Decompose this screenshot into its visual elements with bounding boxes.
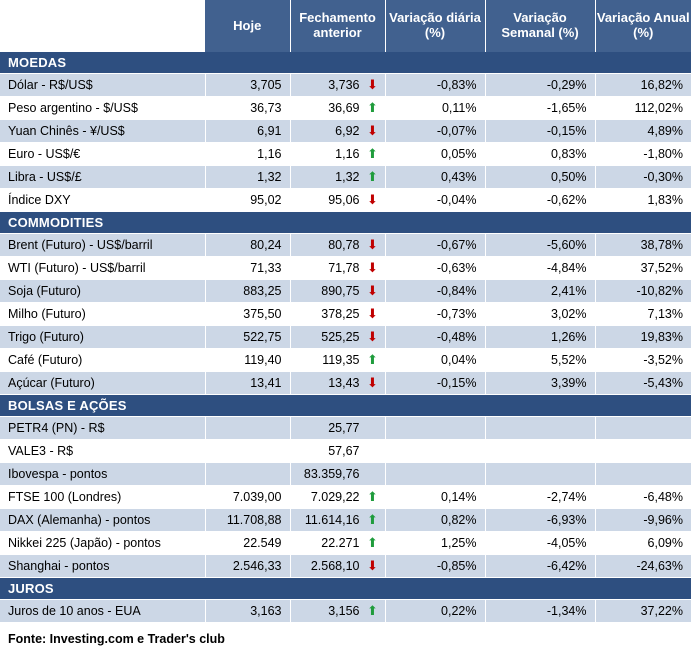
cell-fechamento-anterior-value: 1,16 [335, 147, 359, 161]
cell-variacao-semanal [485, 417, 595, 440]
table-row [0, 349, 691, 372]
cell-hoje: 13,41 [205, 372, 290, 395]
cell-fechamento-anterior [290, 509, 385, 532]
cell-variacao-semanal: -4,84% [485, 257, 595, 280]
cell-fechamento-anterior-value: 525,25 [321, 330, 359, 344]
row-label: Índice DXY [0, 189, 205, 212]
cell-hoje: 22.549 [205, 532, 290, 555]
cell-fechamento-anterior [290, 463, 385, 486]
section-header-row [0, 52, 691, 74]
trend-down-icon: ⬇ [365, 239, 381, 252]
cell-fechamento-anterior [290, 417, 385, 440]
cell-variacao-anual: 4,89% [595, 120, 691, 143]
cell-variacao-anual: 6,09% [595, 532, 691, 555]
cell-variacao-semanal: -4,05% [485, 532, 595, 555]
table-row [0, 417, 691, 440]
cell-fechamento-anterior-value: 36,69 [328, 101, 359, 115]
cell-fechamento-anterior [290, 189, 385, 212]
cell-hoje: 1,16 [205, 143, 290, 166]
column-header-variacao-diaria: Variação diária (%) [385, 0, 485, 52]
cell-fechamento-anterior [290, 280, 385, 303]
column-header-variacao-anual: Variação Anual (%) [595, 0, 691, 52]
cell-variacao-semanal: 1,26% [485, 326, 595, 349]
cell-variacao-anual [595, 463, 691, 486]
table-row [0, 74, 691, 97]
cell-variacao-diaria: 0,43% [385, 166, 485, 189]
cell-fechamento-anterior [290, 555, 385, 578]
cell-variacao-diaria: -0,85% [385, 555, 485, 578]
cell-fechamento-anterior-value: 119,35 [322, 353, 359, 367]
cell-variacao-anual: -3,52% [595, 349, 691, 372]
cell-hoje [205, 440, 290, 463]
cell-variacao-diaria: -0,67% [385, 234, 485, 257]
section-title: BOLSAS E AÇÕES [0, 395, 691, 417]
cell-variacao-diaria: -0,63% [385, 257, 485, 280]
cell-variacao-diaria: 0,05% [385, 143, 485, 166]
trend-down-icon: ⬇ [365, 331, 381, 344]
table-row [0, 463, 691, 486]
table-row [0, 166, 691, 189]
cell-fechamento-anterior-value: 3,156 [328, 604, 359, 618]
row-label: Ibovespa - pontos [0, 463, 205, 486]
cell-variacao-semanal: -2,74% [485, 486, 595, 509]
table-row [0, 189, 691, 212]
cell-variacao-anual: 7,13% [595, 303, 691, 326]
table-row [0, 532, 691, 555]
cell-fechamento-anterior [290, 257, 385, 280]
table-row [0, 555, 691, 578]
row-label: VALE3 - R$ [0, 440, 205, 463]
cell-fechamento-anterior [290, 303, 385, 326]
cell-variacao-diaria: -0,07% [385, 120, 485, 143]
row-label: Juros de 10 anos - EUA [0, 600, 205, 623]
cell-variacao-anual [595, 440, 691, 463]
table-row [0, 303, 691, 326]
trend-down-icon: ⬇ [365, 194, 381, 207]
cell-fechamento-anterior-value: 11.614,16 [305, 513, 360, 527]
table-row [0, 143, 691, 166]
cell-variacao-anual: -5,43% [595, 372, 691, 395]
row-label: Libra - US$/£ [0, 166, 205, 189]
cell-variacao-anual: 19,83% [595, 326, 691, 349]
cell-variacao-diaria: 0,11% [385, 97, 485, 120]
row-label: Café (Futuro) [0, 349, 205, 372]
row-label: Soja (Futuro) [0, 280, 205, 303]
cell-variacao-diaria [385, 463, 485, 486]
cell-variacao-semanal: 0,83% [485, 143, 595, 166]
table-row [0, 486, 691, 509]
row-label: Milho (Futuro) [0, 303, 205, 326]
cell-fechamento-anterior-value: 6,92 [335, 124, 359, 138]
table-row [0, 280, 691, 303]
cell-hoje: 3,705 [205, 74, 290, 97]
trend-down-icon: ⬇ [365, 377, 381, 390]
cell-fechamento-anterior [290, 143, 385, 166]
cell-fechamento-anterior [290, 234, 385, 257]
row-label: Brent (Futuro) - US$/barril [0, 234, 205, 257]
trend-up-icon: ⬆ [365, 514, 381, 527]
table-row [0, 509, 691, 532]
column-header-hoje: Hoje [205, 0, 290, 52]
cell-variacao-anual: 38,78% [595, 234, 691, 257]
cell-variacao-diaria: 1,25% [385, 532, 485, 555]
cell-variacao-anual: 1,83% [595, 189, 691, 212]
table-header [0, 0, 691, 52]
source-note: Fonte: Investing.com e Trader's club [0, 623, 691, 655]
cell-fechamento-anterior-value: 25,77 [328, 421, 359, 435]
row-label: PETR4 (PN) - R$ [0, 417, 205, 440]
cell-fechamento-anterior [290, 326, 385, 349]
row-label: Dólar - R$/US$ [0, 74, 205, 97]
cell-fechamento-anterior-value: 1,32 [335, 170, 359, 184]
cell-variacao-anual: -0,30% [595, 166, 691, 189]
cell-fechamento-anterior-value: 57,67 [328, 444, 359, 458]
cell-variacao-semanal: -6,42% [485, 555, 595, 578]
table-row [0, 97, 691, 120]
column-header-fechamento-anterior: Fechamento anterior [290, 0, 385, 52]
table-row [0, 440, 691, 463]
cell-variacao-anual: -1,80% [595, 143, 691, 166]
cell-variacao-semanal: 3,02% [485, 303, 595, 326]
table-row [0, 120, 691, 143]
cell-fechamento-anterior [290, 440, 385, 463]
section-header-row [0, 395, 691, 417]
cell-hoje: 95,02 [205, 189, 290, 212]
cell-variacao-semanal: 5,52% [485, 349, 595, 372]
row-label: FTSE 100 (Londres) [0, 486, 205, 509]
table-row [0, 257, 691, 280]
table-body [0, 52, 691, 623]
cell-variacao-diaria: 0,22% [385, 600, 485, 623]
trend-up-icon: ⬆ [365, 537, 381, 550]
cell-hoje: 522,75 [205, 326, 290, 349]
table-row [0, 600, 691, 623]
cell-variacao-semanal: -0,29% [485, 74, 595, 97]
cell-fechamento-anterior-value: 13,43 [328, 376, 359, 390]
row-label: WTI (Futuro) - US$/barril [0, 257, 205, 280]
trend-down-icon: ⬇ [365, 79, 381, 92]
cell-variacao-semanal [485, 440, 595, 463]
section-title: COMMODITIES [0, 212, 691, 234]
trend-down-icon: ⬇ [365, 262, 381, 275]
cell-fechamento-anterior-value: 2.568,10 [311, 559, 360, 573]
cell-hoje: 36,73 [205, 97, 290, 120]
trend-up-icon: ⬆ [365, 605, 381, 618]
cell-variacao-anual: -24,63% [595, 555, 691, 578]
cell-variacao-diaria [385, 417, 485, 440]
section-header-row [0, 578, 691, 600]
cell-variacao-anual: -6,48% [595, 486, 691, 509]
cell-fechamento-anterior [290, 600, 385, 623]
cell-variacao-anual: 37,52% [595, 257, 691, 280]
cell-variacao-semanal: -1,65% [485, 97, 595, 120]
cell-variacao-semanal [485, 463, 595, 486]
cell-fechamento-anterior-value: 22.271 [321, 536, 359, 550]
cell-variacao-diaria: 0,04% [385, 349, 485, 372]
cell-variacao-semanal: 2,41% [485, 280, 595, 303]
table-row [0, 326, 691, 349]
cell-fechamento-anterior [290, 97, 385, 120]
cell-variacao-anual: 16,82% [595, 74, 691, 97]
cell-fechamento-anterior-value: 83.359,76 [304, 467, 360, 481]
section-header-row [0, 212, 691, 234]
cell-hoje: 2.546,33 [205, 555, 290, 578]
cell-variacao-diaria: -0,83% [385, 74, 485, 97]
column-header-variacao-semanal: Variação Semanal (%) [485, 0, 595, 52]
cell-fechamento-anterior-value: 71,78 [328, 261, 359, 275]
cell-fechamento-anterior [290, 372, 385, 395]
row-label: Peso argentino - $/US$ [0, 97, 205, 120]
trend-up-icon: ⬆ [365, 171, 381, 184]
cell-variacao-anual: -10,82% [595, 280, 691, 303]
cell-variacao-diaria: -0,48% [385, 326, 485, 349]
cell-hoje: 6,91 [205, 120, 290, 143]
cell-hoje: 119,40 [205, 349, 290, 372]
trend-up-icon: ⬆ [365, 491, 381, 504]
cell-fechamento-anterior-value: 7.029,22 [311, 490, 360, 504]
table-footer [0, 623, 691, 655]
cell-hoje: 7.039,00 [205, 486, 290, 509]
trend-down-icon: ⬇ [365, 125, 381, 138]
cell-fechamento-anterior [290, 486, 385, 509]
cell-variacao-diaria [385, 440, 485, 463]
column-header-blank [0, 0, 205, 52]
cell-variacao-anual: 37,22% [595, 600, 691, 623]
cell-variacao-semanal: 0,50% [485, 166, 595, 189]
table-row [0, 234, 691, 257]
cell-hoje: 3,163 [205, 600, 290, 623]
cell-variacao-diaria: -0,15% [385, 372, 485, 395]
cell-fechamento-anterior [290, 349, 385, 372]
cell-variacao-anual: -9,96% [595, 509, 691, 532]
cell-variacao-diaria: -0,04% [385, 189, 485, 212]
cell-variacao-semanal: -0,62% [485, 189, 595, 212]
cell-fechamento-anterior-value: 3,736 [328, 78, 359, 92]
cell-hoje [205, 417, 290, 440]
cell-fechamento-anterior [290, 532, 385, 555]
trend-up-icon: ⬆ [365, 354, 381, 367]
cell-fechamento-anterior-value: 95,06 [328, 193, 359, 207]
trend-down-icon: ⬇ [365, 308, 381, 321]
row-label: Euro - US$/€ [0, 143, 205, 166]
cell-variacao-semanal: -5,60% [485, 234, 595, 257]
row-label: Yuan Chinês - ¥/US$ [0, 120, 205, 143]
cell-variacao-diaria: -0,84% [385, 280, 485, 303]
cell-hoje [205, 463, 290, 486]
section-title: JUROS [0, 578, 691, 600]
cell-fechamento-anterior [290, 74, 385, 97]
cell-fechamento-anterior-value: 890,75 [321, 284, 359, 298]
cell-variacao-semanal: -0,15% [485, 120, 595, 143]
cell-variacao-semanal: -1,34% [485, 600, 595, 623]
cell-variacao-semanal: -6,93% [485, 509, 595, 532]
cell-variacao-anual [595, 417, 691, 440]
cell-variacao-semanal: 3,39% [485, 372, 595, 395]
cell-hoje: 1,32 [205, 166, 290, 189]
row-label: Trigo (Futuro) [0, 326, 205, 349]
trend-up-icon: ⬆ [365, 102, 381, 115]
cell-variacao-anual: 112,02% [595, 97, 691, 120]
cell-fechamento-anterior [290, 166, 385, 189]
cell-hoje: 883,25 [205, 280, 290, 303]
row-label: DAX (Alemanha) - pontos [0, 509, 205, 532]
cell-hoje: 11.708,88 [205, 509, 290, 532]
cell-hoje: 71,33 [205, 257, 290, 280]
section-title: MOEDAS [0, 52, 691, 74]
cell-fechamento-anterior-value: 378,25 [321, 307, 359, 321]
trend-down-icon: ⬇ [365, 560, 381, 573]
cell-hoje: 375,50 [205, 303, 290, 326]
cell-variacao-diaria: 0,14% [385, 486, 485, 509]
cell-hoje: 80,24 [205, 234, 290, 257]
table-row [0, 372, 691, 395]
row-label: Nikkei 225 (Japão) - pontos [0, 532, 205, 555]
cell-fechamento-anterior [290, 120, 385, 143]
trend-up-icon: ⬆ [365, 148, 381, 161]
trend-down-icon: ⬇ [365, 285, 381, 298]
row-label: Açúcar (Futuro) [0, 372, 205, 395]
cell-variacao-diaria: -0,73% [385, 303, 485, 326]
row-label: Shanghai - pontos [0, 555, 205, 578]
cell-variacao-diaria: 0,82% [385, 509, 485, 532]
cell-fechamento-anterior-value: 80,78 [328, 238, 359, 252]
